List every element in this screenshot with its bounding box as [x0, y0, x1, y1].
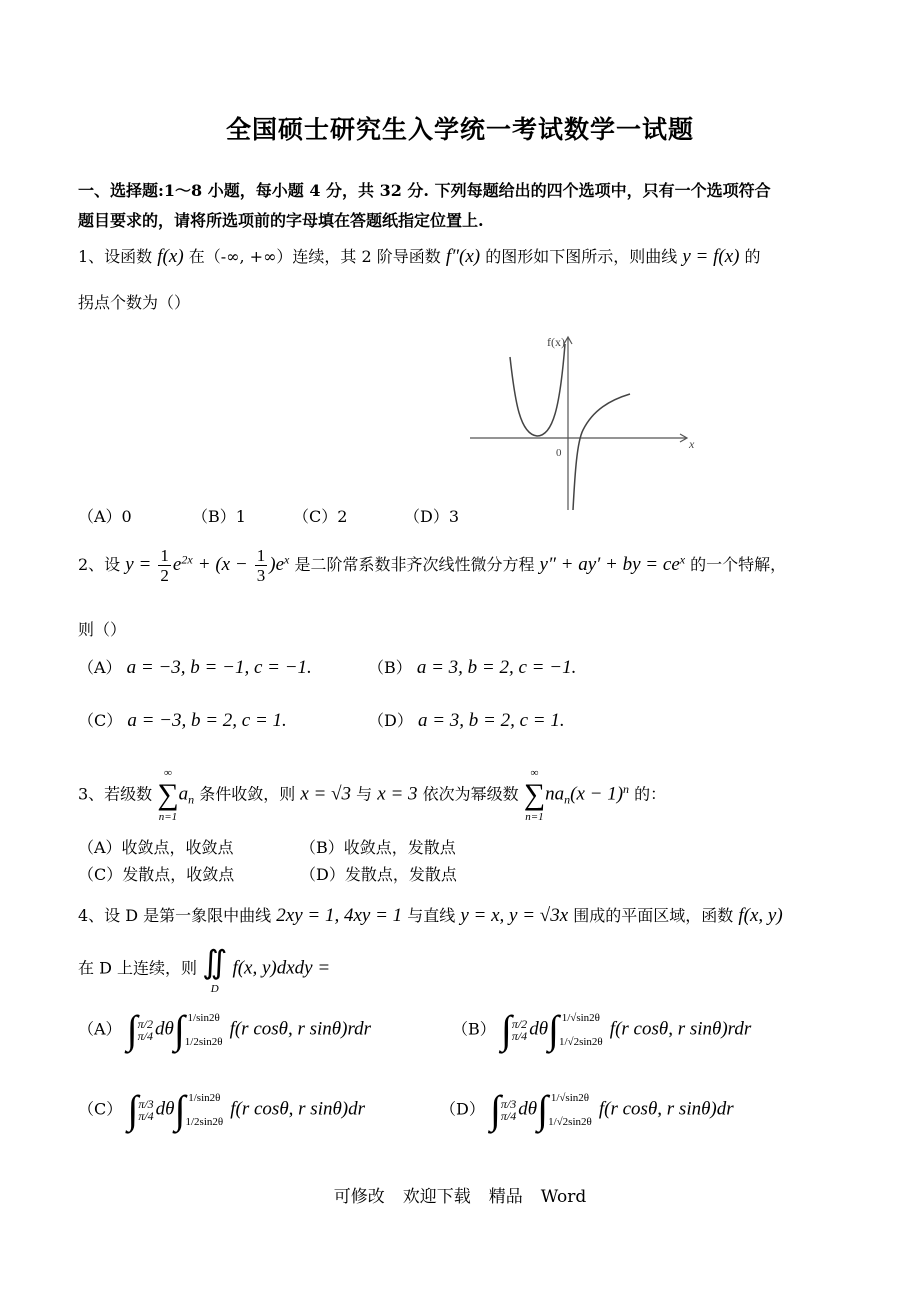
- q1-option-c: （C）2: [293, 507, 348, 526]
- text: 的一个特解，: [690, 555, 787, 574]
- fraction-half: [158, 546, 171, 585]
- q3-option-c: （C）发散点，收敛点: [78, 865, 235, 884]
- math: f(x): [157, 246, 184, 267]
- math: a = −3, b = −1, c = −1.: [126, 657, 312, 678]
- math: a: [178, 783, 189, 805]
- math: f(r cosθ, r sinθ)dr: [230, 1098, 366, 1120]
- question-3-text: [78, 766, 666, 824]
- math: dθ: [529, 1018, 549, 1040]
- text: 1、设函数: [78, 247, 153, 266]
- math: y =: [125, 554, 152, 575]
- lower-limit: 1/2sin2θ: [184, 1036, 223, 1048]
- q2-option-b: [368, 655, 576, 679]
- math: dθ: [154, 1018, 174, 1040]
- limits: [138, 1098, 153, 1122]
- section-instructions-line2: 题目要求的，请将所选项前的字母填在答题纸指定位置上.: [78, 211, 484, 230]
- footer: [0, 1182, 920, 1207]
- double-integral-icon: ∬: [202, 944, 228, 980]
- limits: [559, 1012, 603, 1048]
- upper-limit: 1/sin2θ: [188, 1092, 221, 1104]
- lower-limit: π/4: [137, 1029, 153, 1043]
- r-integral: [174, 1087, 226, 1132]
- upper-limit: 1/√sin2θ: [550, 1092, 590, 1104]
- q1-option-d: （D）3: [404, 507, 460, 526]
- math: f″(x): [445, 246, 481, 267]
- math: a = 3, b = 2, c = 1.: [417, 710, 565, 731]
- theta-integral: [126, 1007, 155, 1052]
- integral-icon: ∫: [174, 1087, 186, 1132]
- q3-option-b: （B）收敛点，发散点: [300, 838, 456, 857]
- curve-left: [510, 344, 565, 436]
- math: )e: [269, 554, 285, 575]
- integral-icon: ∫: [500, 1007, 512, 1052]
- q3-option-d: （D）发散点，发散点: [300, 865, 457, 884]
- y-axis-label: f(x): [547, 335, 565, 349]
- question-1-text-2: 拐点个数为（）: [78, 293, 191, 312]
- label: （A）: [78, 1019, 122, 1039]
- q2-option-c: [78, 708, 287, 732]
- label: （D）: [368, 711, 413, 730]
- text: 与直线: [407, 906, 456, 925]
- q4-option-d: [440, 1087, 734, 1132]
- upper-limit: 1/sin2θ: [187, 1012, 220, 1024]
- section-instructions-line1: 一、选择题:1～8 小题，每小题 4 分，共 32 分. 下列每题给出的四个选项中，只有一个选项符合: [78, 181, 771, 200]
- label: （B）: [452, 1019, 496, 1039]
- q3-option-a: （A）收敛点，收敛点: [78, 838, 234, 857]
- label: （D）: [440, 1099, 485, 1119]
- lower-limit: n=1: [158, 811, 178, 823]
- limits: [501, 1098, 516, 1122]
- footer-text: 精品: [488, 1187, 523, 1207]
- upper-limit: π/2: [511, 1017, 528, 1031]
- math: 2xy = 1, 4xy = 1: [276, 905, 403, 926]
- exponent: 2x: [181, 552, 193, 567]
- r-integral: [173, 1007, 225, 1052]
- integral-icon: ∫: [173, 1007, 185, 1052]
- q4-option-c: [78, 1087, 366, 1132]
- lower-limit: π/4: [138, 1109, 154, 1123]
- math: f(r cosθ, r sinθ)dr: [598, 1098, 734, 1120]
- integral-icon: ∫: [489, 1087, 501, 1132]
- exponent: n: [623, 782, 630, 797]
- math: (x − 1): [570, 783, 624, 805]
- upper-limit: π/3: [500, 1097, 517, 1111]
- region-label: D: [210, 983, 219, 995]
- lower-limit: 1/√2sin2θ: [548, 1116, 592, 1128]
- sigma-icon: ∑: [157, 778, 179, 811]
- math: e: [172, 554, 182, 575]
- upper-limit: π/2: [137, 1017, 153, 1031]
- text: 在（-∞, +∞）连续，其 2 阶导函数: [188, 247, 441, 266]
- q1-option-b: （B）1: [192, 507, 246, 526]
- limits: [185, 1012, 223, 1048]
- lower-limit: π/4: [511, 1029, 528, 1043]
- q4-option-b: [452, 1007, 752, 1052]
- theta-integral: [127, 1087, 155, 1132]
- numerator: 1: [256, 546, 266, 565]
- text: 的图形如下图所示，则曲线: [485, 247, 678, 266]
- subscript: n: [188, 792, 195, 807]
- text: 围成的平面区域，函数: [573, 906, 734, 925]
- question-2-text: [78, 546, 786, 585]
- text: 依次为幂级数: [422, 784, 519, 804]
- denominator: 2: [160, 566, 169, 585]
- math: f(x, y): [738, 905, 783, 926]
- fraction-third: [255, 546, 268, 585]
- math: y = f(x): [682, 246, 740, 267]
- q2-option-d: [368, 708, 565, 732]
- subscript: n: [564, 792, 571, 807]
- math: dθ: [518, 1098, 538, 1120]
- text: 是二阶常系数非齐次线性微分方程: [294, 555, 535, 574]
- text: 2、设: [78, 555, 121, 574]
- upper-limit: ∞: [164, 767, 172, 779]
- label: （A）: [78, 658, 122, 677]
- x-axis-label: x: [689, 437, 695, 451]
- text: 的: [744, 247, 761, 266]
- double-integral: [202, 942, 227, 996]
- limits: [548, 1092, 592, 1128]
- q2-option-a: [78, 655, 312, 679]
- q4-option-a: [78, 1007, 372, 1052]
- second-derivative-graph: [465, 322, 705, 517]
- lower-limit: 1/2sin2θ: [185, 1116, 224, 1128]
- exponent: x: [284, 552, 290, 567]
- page-title: 全国硕士研究生入学统一考试数学一试题: [225, 115, 694, 144]
- text: 与: [356, 784, 373, 804]
- limits: [185, 1092, 223, 1128]
- denominator: 3: [256, 566, 266, 585]
- question-2-text-2: 则（）: [78, 620, 127, 639]
- r-integral: [548, 1007, 605, 1052]
- math: f(x, y)dxdy =: [232, 957, 331, 979]
- exponent: x: [679, 552, 686, 567]
- q1-option-a: （A）0: [78, 507, 132, 526]
- integral-icon: ∫: [537, 1087, 549, 1132]
- math: a = 3, b = 2, c = −1.: [416, 657, 577, 678]
- lower-limit: n=1: [525, 811, 544, 823]
- curve-right: [573, 394, 630, 510]
- math: dθ: [155, 1098, 175, 1120]
- sigma-icon: ∑: [523, 778, 546, 811]
- integral-icon: ∫: [126, 1007, 138, 1052]
- text: 3、若级数: [78, 784, 153, 804]
- origin-label: 0: [556, 447, 562, 459]
- math: + (x −: [197, 554, 248, 575]
- integral-icon: ∫: [548, 1007, 559, 1052]
- math: y″ + ay′ + by = ce: [539, 554, 680, 575]
- summation: [157, 766, 178, 824]
- numerator: 1: [160, 546, 169, 565]
- integral-icon: ∫: [127, 1087, 139, 1132]
- text: 在 D 上连续，则: [78, 958, 198, 978]
- limits: [138, 1018, 153, 1042]
- math: y = x, y = √3x: [460, 905, 569, 926]
- math: f(r cosθ, r sinθ)rdr: [229, 1018, 372, 1040]
- upper-limit: ∞: [530, 767, 539, 779]
- math: f(r cosθ, r sinθ)rdr: [609, 1018, 752, 1040]
- summation: [524, 766, 545, 824]
- label: （C）: [78, 1099, 123, 1119]
- upper-limit: 1/√sin2θ: [561, 1012, 600, 1024]
- limits: [512, 1018, 527, 1042]
- upper-limit: π/3: [138, 1097, 154, 1111]
- math: x = √3: [300, 783, 352, 805]
- math: na: [545, 783, 565, 805]
- question-4-text: [78, 903, 783, 927]
- lower-limit: 1/√2sin2θ: [559, 1036, 603, 1048]
- question-4-text-2: [78, 942, 330, 996]
- lower-limit: π/4: [500, 1109, 517, 1123]
- text: 条件收敛，则: [199, 784, 296, 804]
- footer-text: Word: [540, 1187, 587, 1207]
- footer-text: 欢迎下载: [402, 1187, 471, 1207]
- theta-integral: [500, 1007, 529, 1052]
- label: （C）: [78, 711, 123, 730]
- theta-integral: [489, 1087, 518, 1132]
- math: x = 3: [377, 783, 418, 805]
- text: 4、设 D 是第一象限中曲线: [78, 906, 272, 925]
- text: 的：: [634, 784, 667, 804]
- math: a = −3, b = 2, c = 1.: [127, 710, 287, 731]
- label: （B）: [368, 658, 412, 677]
- r-integral: [537, 1087, 594, 1132]
- question-1-text: [78, 244, 761, 268]
- footer-text: 可修改: [333, 1187, 385, 1207]
